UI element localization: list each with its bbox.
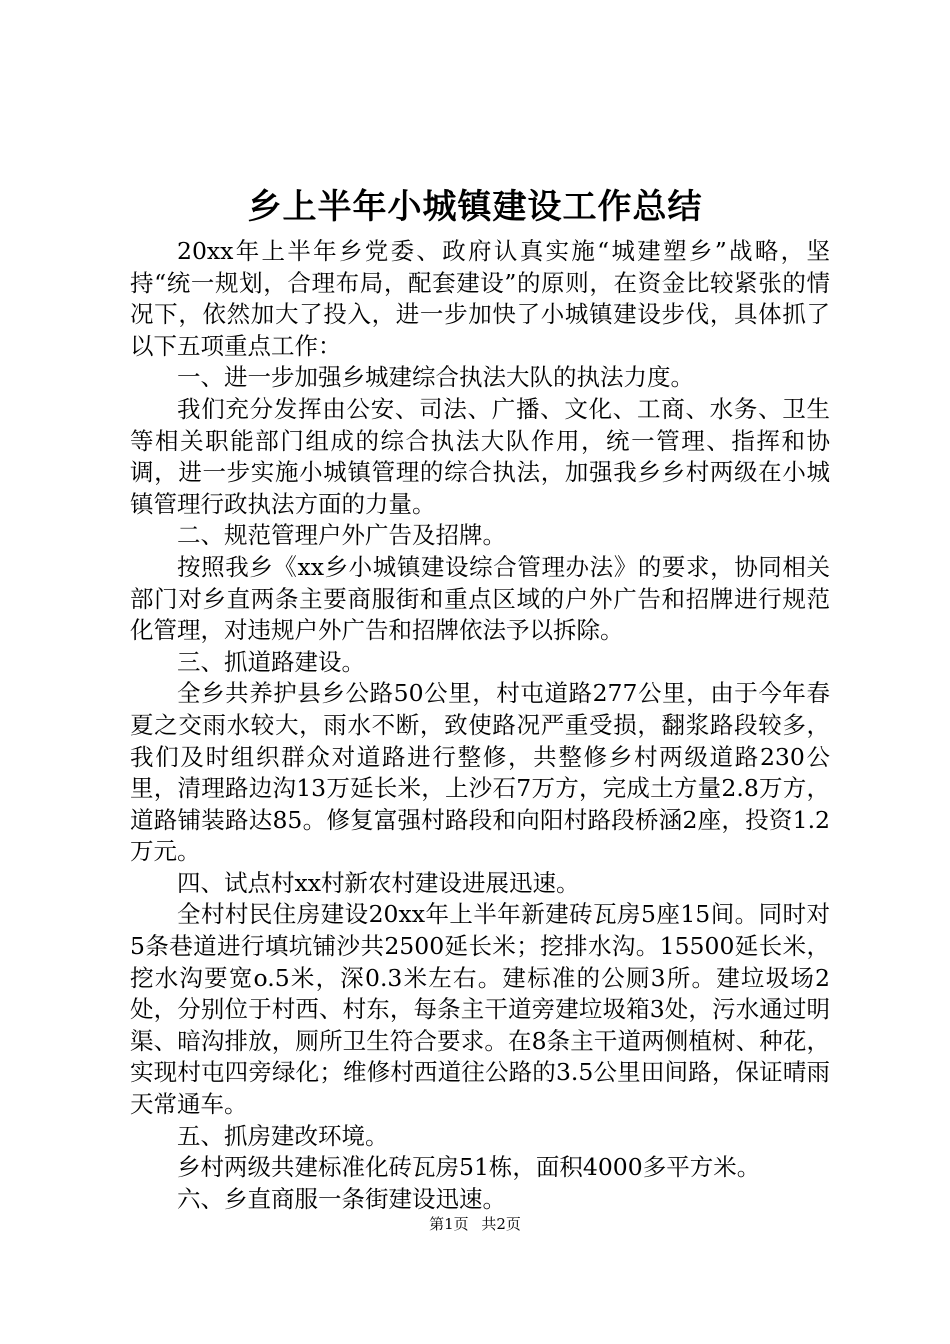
intro-paragraph: 20xx年上半年乡党委、政府认真实施“城建塑乡”战略，坚持“统一规划，合理布局，配套建设”的原则，在资金比较紧张的情况下，依然加大了投入，进一步加快了小城镇建设步伐，具体抓了以下五项重点工作： (130, 237, 830, 360)
document-body (130, 236, 830, 1215)
page-title: 乡上半年小城镇建设工作总结 (247, 187, 703, 227)
section-paragraph-2: 按照我乡《xx乡小城镇建设综合管理办法》的要求，协同相关部门对乡直两条主要商服街和重点区域的户外广告和招牌进行规范化管理，对违规户外广告和招牌依法予以拆除。 (130, 552, 830, 645)
section-paragraph-1: 我们充分发挥由公安、司法、广播、文化、工商、水务、卫生等相关职能部门组成的综合执法大队作用，统一管理、指挥和协调，进一步实施小城镇管理的综合执法，加强我乡乡村两级在小城镇管理行政执法方面的力量。 (130, 394, 830, 518)
section-heading-2: 二、规范管理户外广告及招牌。 (177, 521, 506, 550)
page-total: 共2页 (481, 1215, 521, 1233)
section-paragraph-5: 乡村两级共建标准化砖瓦房51栋，面积4000多平方米。 (177, 1153, 761, 1182)
section-heading-4: 四、试点村xx村新农村建设进展迅速。 (177, 868, 580, 897)
section-paragraph-4: 全村村民住房建设20xx年上半年新建砖瓦房5座15间。同时对5条巷道进行填坑铺沙共2500延长米；挖排水沟。15500延长米，挖水沟要宽o.5米，深0.3米左右。建标准的公厕3所。建垃圾场2处，分别位于村西、村东，每条主干道旁建垃圾箱3处，污水通过明渠、暗沟排放，厕所卫生符合要求。在8条主干道两侧植树、种花，实现村屯四旁绿化；维修村西道往公路的3.5公里田间路，保证晴雨天常通车。 (130, 900, 830, 1119)
page-footer (0, 1214, 950, 1234)
page-number: 第1页 (429, 1215, 469, 1233)
section-heading-6: 六、乡直商服一条街建设迅速。 (177, 1184, 506, 1213)
section-heading-1: 一、进一步加强乡城建综合执法大队的执法力度。 (177, 363, 694, 392)
section-paragraph-3: 全乡共养护县乡公路50公里，村屯道路277公里，由于今年春夏之交雨水较大，雨水不断，致使路况严重受损，翻浆路段较多，我们及时组织群众对道路进行整修，共整修乡村两级道路230公里，清理路边沟13万延长米，上沙石7万方，完成土方量2.8万方，道路铺装路达85。修复富强村路段和向阳村路段桥涵2座，投资1.2万元。 (130, 679, 830, 866)
section-heading-5: 五、抓房建改环境。 (177, 1121, 389, 1150)
section-heading-3: 三、抓道路建设。 (177, 647, 365, 676)
